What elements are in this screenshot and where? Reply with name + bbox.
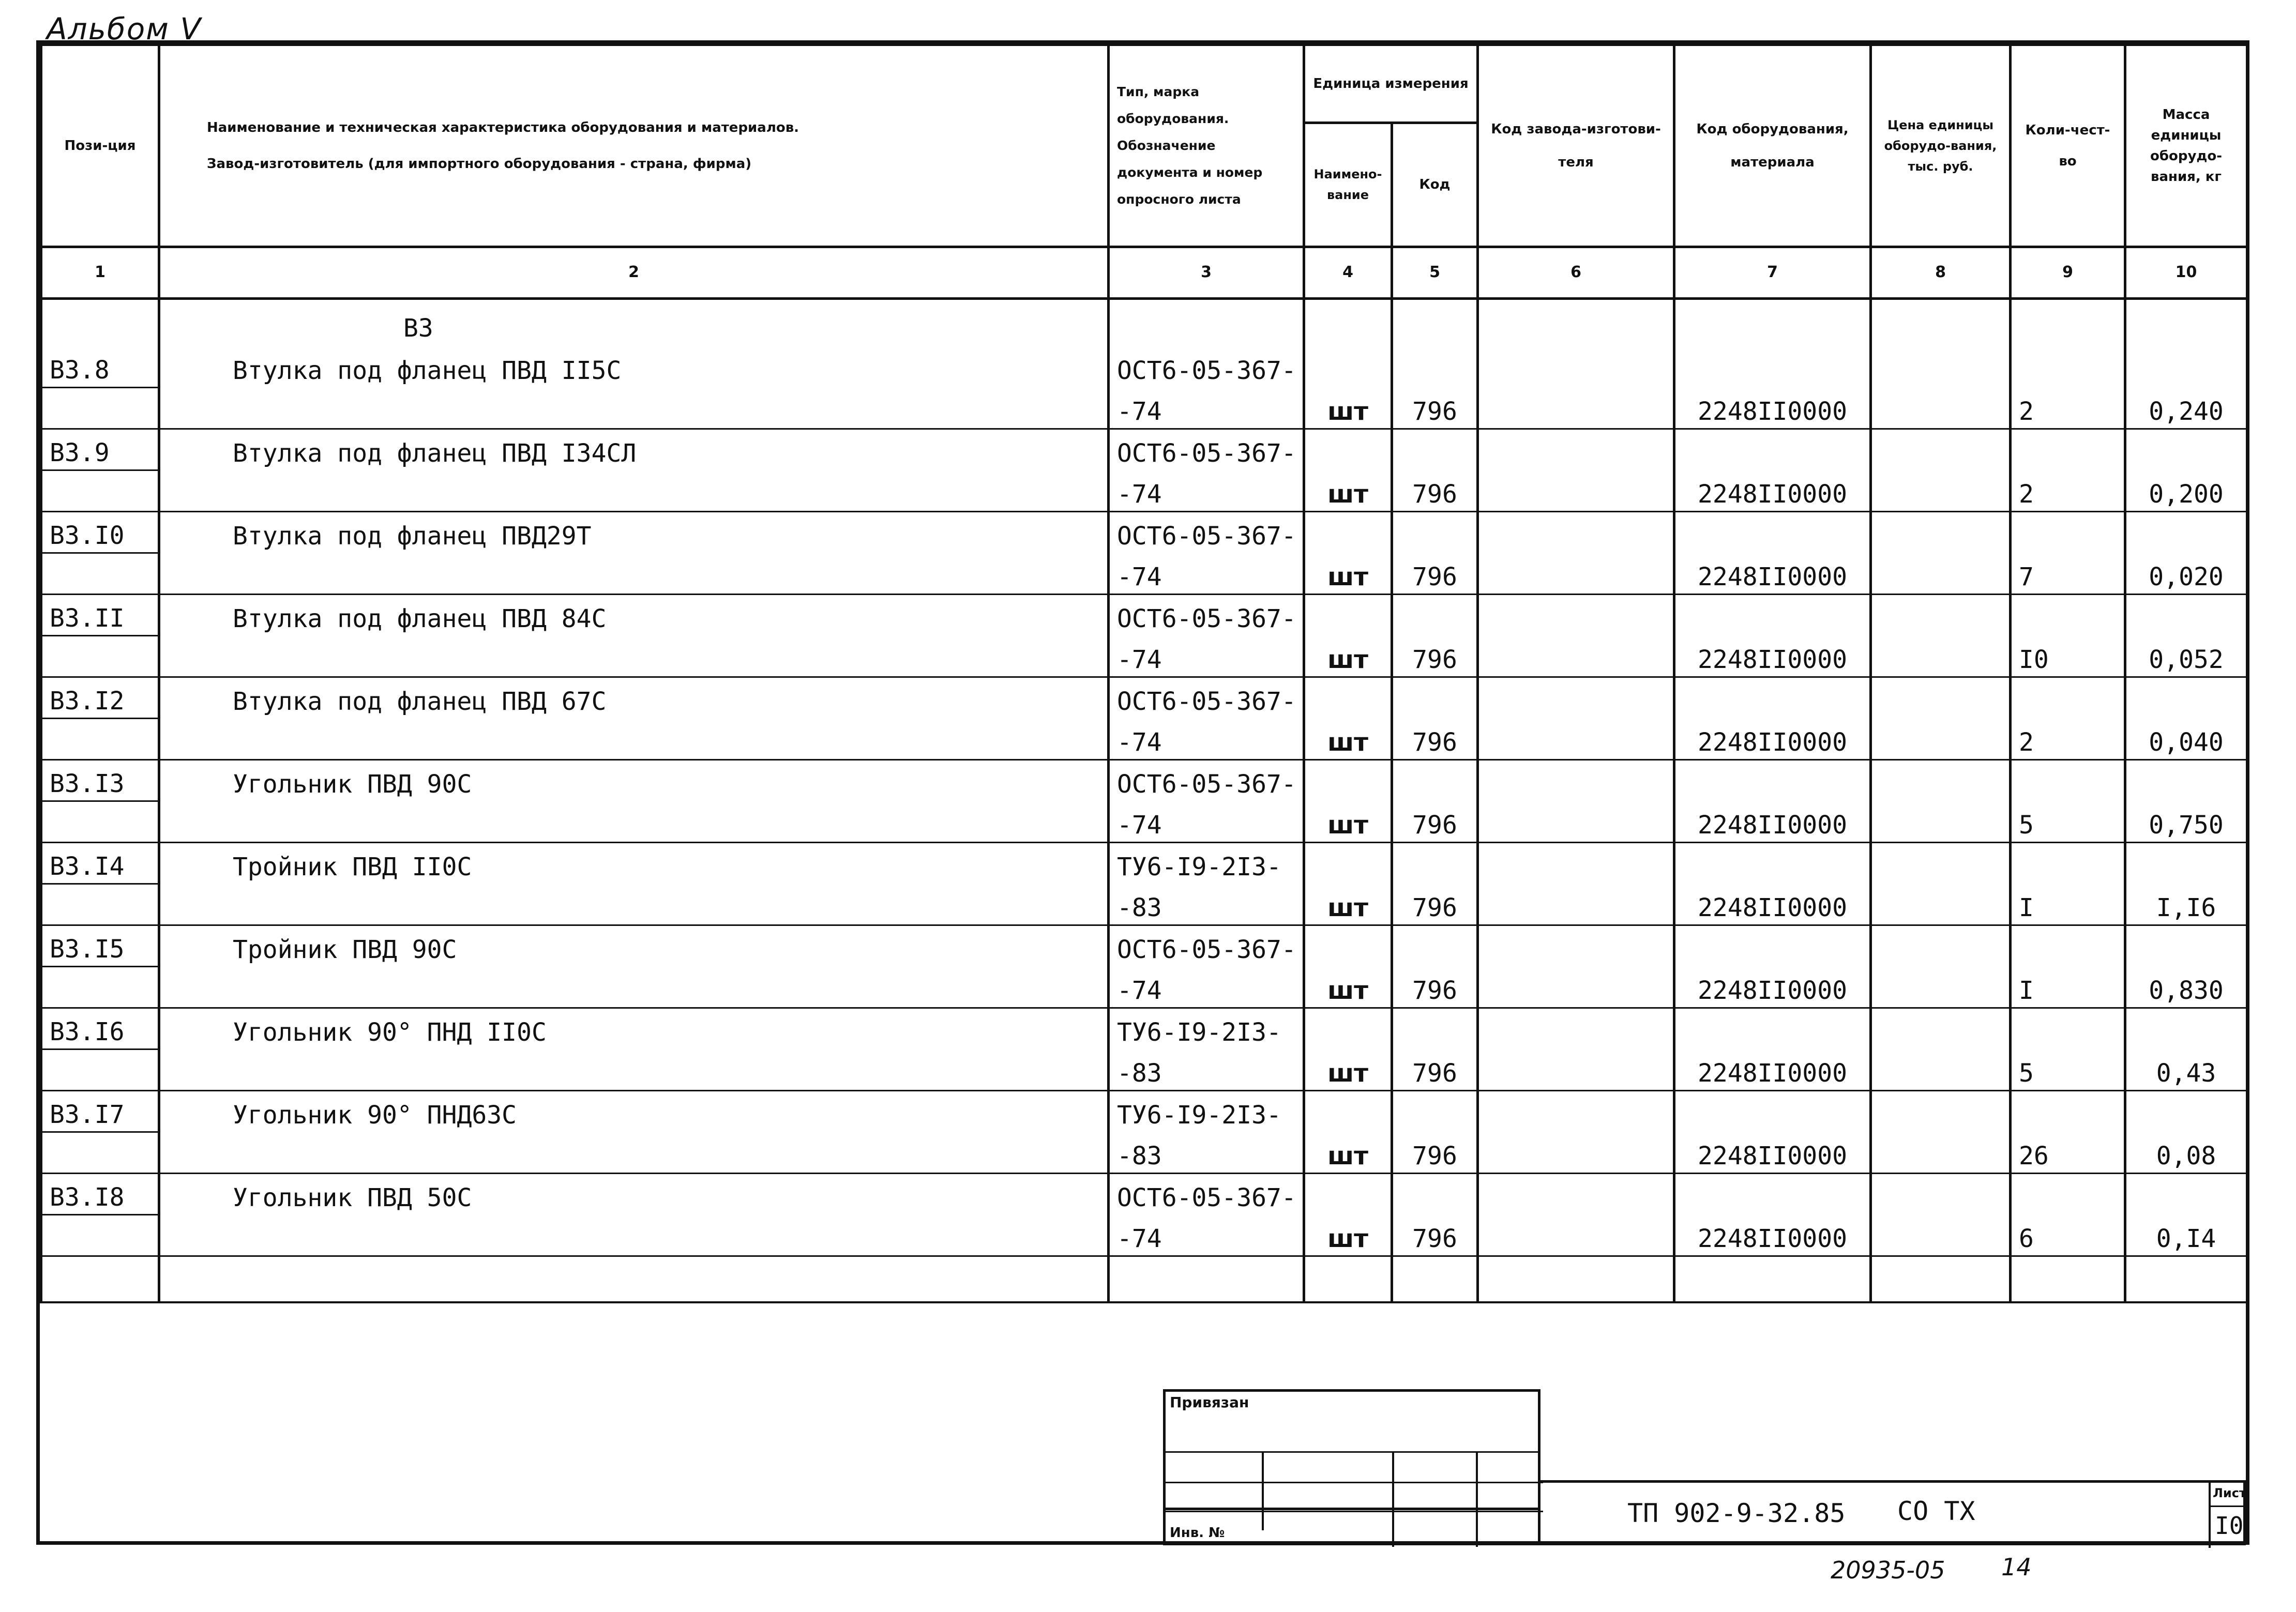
item-name: Угольник ПВД 90С xyxy=(159,759,1109,801)
item-document-line2: -83 xyxy=(1109,1132,1304,1173)
colnum-7: 7 xyxy=(1674,247,1871,298)
item-equipment-code: 2248II0000 xyxy=(1674,387,1871,429)
colnum-10: 10 xyxy=(2125,247,2247,298)
item-mass: I,I6 xyxy=(2125,884,2247,925)
linked-label: Привязан xyxy=(1170,1394,1249,1411)
item-position: В3.I4 xyxy=(41,842,159,884)
header-price: Цена единицы оборудо-вания, тыс. руб. xyxy=(1871,45,2011,247)
item-unit-code: 796 xyxy=(1392,553,1478,594)
item-equipment-code: 2248II0000 xyxy=(1674,1214,1871,1256)
item-document-line1: ОСТ6-05-367- xyxy=(1109,759,1304,801)
item-unit: шт xyxy=(1304,801,1392,842)
item-name: Угольник ПВД 50С xyxy=(159,1173,1109,1214)
item-unit: шт xyxy=(1304,1049,1392,1090)
item-row-continued xyxy=(41,801,2247,842)
stamp-grid xyxy=(1163,1451,1540,1545)
colnum-1: 1 xyxy=(41,247,159,298)
item-quantity: I xyxy=(2011,884,2125,925)
section-row xyxy=(41,298,2247,346)
item-mass: 0,I4 xyxy=(2125,1214,2247,1256)
item-name: Угольник 90° ПНД63С xyxy=(159,1090,1109,1132)
header-quantity: Коли-чест-во xyxy=(2011,45,2125,247)
item-equipment-code: 2248II0000 xyxy=(1674,1049,1871,1090)
item-row-continued xyxy=(41,635,2247,677)
header-position: Пози-ция xyxy=(41,45,159,247)
item-unit-code: 796 xyxy=(1392,1132,1478,1173)
header-maker-code: Код завода-изготови-теля xyxy=(1478,45,1674,247)
item-row xyxy=(41,1090,2247,1132)
header-name-line2: Завод-изготовитель (для импортного оборудования - страна, фирма) xyxy=(207,156,752,172)
item-row-continued xyxy=(41,718,2247,759)
item-document-line2: -83 xyxy=(1109,884,1304,925)
item-document-line1: ОСТ6-05-367- xyxy=(1109,1173,1304,1214)
item-document-line1: ОСТ6-05-367- xyxy=(1109,594,1304,635)
item-unit: шт xyxy=(1304,1214,1392,1256)
item-position: В3.8 xyxy=(41,346,159,387)
item-quantity: 5 xyxy=(2011,1049,2125,1090)
item-row xyxy=(41,759,2247,801)
item-quantity: I0 xyxy=(2011,635,2125,677)
colnum-8: 8 xyxy=(1871,247,2011,298)
item-unit-code: 796 xyxy=(1392,884,1478,925)
item-row xyxy=(41,677,2247,718)
item-quantity: 7 xyxy=(2011,553,2125,594)
item-row xyxy=(41,511,2247,553)
item-name: Втулка под фланец ПВД 67С xyxy=(159,677,1109,718)
item-position: В3.I6 xyxy=(41,1008,159,1049)
item-quantity: 2 xyxy=(2011,387,2125,429)
item-quantity: I xyxy=(2011,966,2125,1008)
item-unit-code: 796 xyxy=(1392,718,1478,759)
colnum-2: 2 xyxy=(159,247,1109,298)
colnum-6: 6 xyxy=(1478,247,1674,298)
item-position: В3.I3 xyxy=(41,759,159,801)
specification-sheet xyxy=(36,40,2249,1545)
item-row xyxy=(41,429,2247,470)
item-mass: 0,040 xyxy=(2125,718,2247,759)
item-unit-code: 796 xyxy=(1392,635,1478,677)
colnum-5: 5 xyxy=(1392,247,1478,298)
header-name xyxy=(159,45,1109,247)
item-position: В3.II xyxy=(41,594,159,635)
page-number: 14 xyxy=(2001,1553,2032,1581)
item-unit: шт xyxy=(1304,635,1392,677)
item-unit-code: 796 xyxy=(1392,1049,1478,1090)
item-quantity: 2 xyxy=(2011,470,2125,511)
item-row xyxy=(41,1008,2247,1049)
item-document-line2: -74 xyxy=(1109,553,1304,594)
sheet-number: I0 xyxy=(2215,1512,2244,1540)
header-mass: Масса единицы оборудо-вания, кг xyxy=(2125,45,2247,247)
item-name: Тройник ПВД II0С xyxy=(159,842,1109,884)
item-unit: шт xyxy=(1304,470,1392,511)
item-row-continued xyxy=(41,387,2247,429)
item-row-continued xyxy=(41,1214,2247,1256)
item-mass: 0,08 xyxy=(2125,1132,2247,1173)
item-row xyxy=(41,925,2247,966)
item-row-continued xyxy=(41,884,2247,925)
sheet-label: Лист xyxy=(2213,1486,2246,1500)
item-quantity: 2 xyxy=(2011,718,2125,759)
item-name: Угольник 90° ПНД II0С xyxy=(159,1008,1109,1049)
album-note: Альбом Ⅴ xyxy=(47,11,202,47)
item-unit: шт xyxy=(1304,884,1392,925)
item-unit-code: 796 xyxy=(1392,801,1478,842)
item-mass: 0,200 xyxy=(2125,470,2247,511)
item-document-line2: -83 xyxy=(1109,1049,1304,1090)
item-mass: 0,830 xyxy=(2125,966,2247,1008)
order-number: 20935-05 xyxy=(1831,1556,1945,1584)
item-equipment-code: 2248II0000 xyxy=(1674,635,1871,677)
item-document-line1: ОСТ6-05-367- xyxy=(1109,346,1304,387)
item-equipment-code: 2248II0000 xyxy=(1674,470,1871,511)
item-equipment-code: 2248II0000 xyxy=(1674,966,1871,1008)
item-mass: 0,750 xyxy=(2125,801,2247,842)
item-position: В3.I0 xyxy=(41,511,159,553)
item-unit-code: 796 xyxy=(1392,1214,1478,1256)
colnum-9: 9 xyxy=(2011,247,2125,298)
item-document-line2: -74 xyxy=(1109,470,1304,511)
item-name: Втулка под фланец ПВД29Т xyxy=(159,511,1109,553)
item-quantity: 6 xyxy=(2011,1214,2125,1256)
item-quantity: 26 xyxy=(2011,1132,2125,1173)
item-quantity: 5 xyxy=(2011,801,2125,842)
blank-row xyxy=(41,1256,2247,1302)
item-mass: 0,052 xyxy=(2125,635,2247,677)
header-type: Тип, марка оборудования. Обозначение документа и номер опросного листа xyxy=(1109,45,1304,247)
item-document-line1: ТУ6-I9-2I3- xyxy=(1109,1090,1304,1132)
item-row xyxy=(41,594,2247,635)
item-equipment-code: 2248II0000 xyxy=(1674,801,1871,842)
item-mass: 0,43 xyxy=(2125,1049,2247,1090)
item-row xyxy=(41,346,2247,387)
item-unit: шт xyxy=(1304,387,1392,429)
item-name: Втулка под фланец ПВД II5С xyxy=(159,346,1109,387)
item-equipment-code: 2248II0000 xyxy=(1674,884,1871,925)
item-position: В3.9 xyxy=(41,429,159,470)
item-row-continued xyxy=(41,966,2247,1008)
item-unit: шт xyxy=(1304,966,1392,1008)
item-row-continued xyxy=(41,1132,2247,1173)
item-equipment-code: 2248II0000 xyxy=(1674,718,1871,759)
item-document-line1: ТУ6-I9-2I3- xyxy=(1109,842,1304,884)
item-document-line2: -74 xyxy=(1109,801,1304,842)
item-position: В3.I2 xyxy=(41,677,159,718)
specification-table xyxy=(40,44,2248,1303)
section-title: В3 xyxy=(159,298,1109,346)
item-document-line2: -74 xyxy=(1109,635,1304,677)
item-name: Втулка под фланец ПВД 84С xyxy=(159,594,1109,635)
item-equipment-code: 2248II0000 xyxy=(1674,553,1871,594)
item-unit: шт xyxy=(1304,553,1392,594)
item-document-line1: ОСТ6-05-367- xyxy=(1109,511,1304,553)
item-name: Тройник ПВД 90С xyxy=(159,925,1109,966)
item-name: Втулка под фланец ПВД I34СЛ xyxy=(159,429,1109,470)
item-document-line1: ОСТ6-05-367- xyxy=(1109,429,1304,470)
header-unit-name: Наимено-вание xyxy=(1304,123,1392,247)
item-document-line2: -74 xyxy=(1109,387,1304,429)
item-unit: шт xyxy=(1304,718,1392,759)
item-position: В3.I5 xyxy=(41,925,159,966)
item-document-line2: -74 xyxy=(1109,718,1304,759)
document-code: ТП 902-9-32.85 xyxy=(1627,1498,1846,1528)
item-row-continued xyxy=(41,470,2247,511)
colnum-4: 4 xyxy=(1304,247,1392,298)
inventory-label: Инв. № xyxy=(1170,1525,1225,1541)
item-mass: 0,020 xyxy=(2125,553,2247,594)
stamp-main xyxy=(1538,1480,2246,1545)
item-document-line1: ОСТ6-05-367- xyxy=(1109,677,1304,718)
colnum-3: 3 xyxy=(1109,247,1304,298)
item-row xyxy=(41,842,2247,884)
item-equipment-code: 2248II0000 xyxy=(1674,1132,1871,1173)
item-row xyxy=(41,1173,2247,1214)
item-row-continued xyxy=(41,553,2247,594)
item-document-line2: -74 xyxy=(1109,1214,1304,1256)
item-position: В3.I8 xyxy=(41,1173,159,1214)
header-unit-code: Код xyxy=(1392,123,1478,247)
item-unit-code: 796 xyxy=(1392,470,1478,511)
header-row xyxy=(41,45,2247,123)
item-mass: 0,240 xyxy=(2125,387,2247,429)
item-position: В3.I7 xyxy=(41,1090,159,1132)
header-unit-group: Единица измерения xyxy=(1304,45,1478,123)
column-number-row xyxy=(41,247,2247,298)
item-row-continued xyxy=(41,1049,2247,1090)
header-name-line1: Наименование и техническая характеристика оборудования и материалов. xyxy=(207,119,799,135)
document-type: СО ТХ xyxy=(1897,1496,1975,1526)
item-unit-code: 796 xyxy=(1392,966,1478,1008)
item-document-line2: -74 xyxy=(1109,966,1304,1008)
item-unit: шт xyxy=(1304,1132,1392,1173)
item-unit-code: 796 xyxy=(1392,387,1478,429)
item-document-line1: ОСТ6-05-367- xyxy=(1109,925,1304,966)
header-equipment-code: Код оборудования, материала xyxy=(1674,45,1871,247)
item-document-line1: ТУ6-I9-2I3- xyxy=(1109,1008,1304,1049)
